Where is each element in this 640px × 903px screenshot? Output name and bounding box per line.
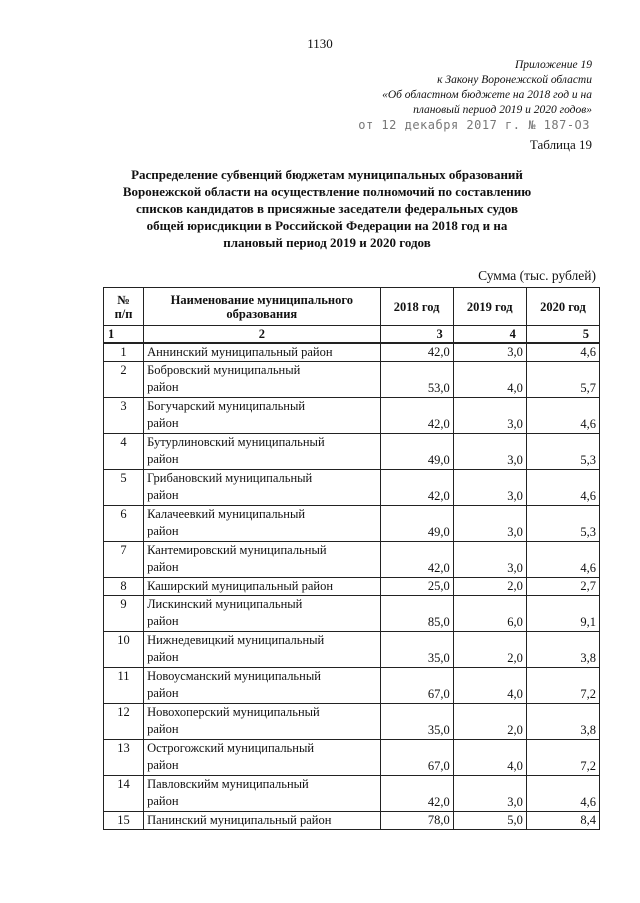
municipality-name-line: Новохоперский муниципальный <box>147 704 320 719</box>
amount-2019: 3,0 <box>453 505 526 541</box>
amount-2018: 42,0 <box>380 541 453 577</box>
amount-2019: 2,0 <box>453 577 526 595</box>
amount-2019: 3,0 <box>453 397 526 433</box>
amount-2019: 3,0 <box>453 433 526 469</box>
table-number: Таблица 19 <box>529 137 592 152</box>
row-number: 9 <box>104 595 144 631</box>
table-row <box>104 667 600 703</box>
amount-2018: 42,0 <box>380 775 453 811</box>
amount-2019: 3,0 <box>453 775 526 811</box>
amount-2019: 3,0 <box>453 541 526 577</box>
municipality-name-line: Кантемировский муниципальный <box>147 542 327 557</box>
title-line: Воронежской области на осуществление полномочий по составлению <box>122 184 532 199</box>
amount-2019: 6,0 <box>453 595 526 631</box>
row-number: 15 <box>104 811 144 829</box>
title-line: списков кандидатов в присяжные заседатели федеральных судов <box>136 201 518 216</box>
appendix-line: «Об областном бюджете на 2018 год и на <box>382 89 592 101</box>
amount-2019: 3,0 <box>453 469 526 505</box>
appendix-line: плановый период 2019 и 2020 годов» <box>413 104 592 116</box>
amount-2020: 4,6 <box>526 541 599 577</box>
amount-2020: 4,6 <box>526 469 599 505</box>
appendix-line: Приложение 19 <box>514 59 592 71</box>
amount-2018: 67,0 <box>380 739 453 775</box>
municipality-name-line: район <box>147 613 179 628</box>
header-number-symbol: № <box>117 292 130 307</box>
row-number: 7 <box>104 541 144 577</box>
appendix-reference <box>382 58 592 118</box>
municipality-name-line: район <box>147 523 179 538</box>
amount-2020: 7,2 <box>526 667 599 703</box>
amount-2020: 4,6 <box>526 343 599 362</box>
amount-2020: 9,1 <box>526 595 599 631</box>
table-row <box>104 775 600 811</box>
header-name-line: Наименование муниципального <box>170 292 353 307</box>
amount-2018: 35,0 <box>380 703 453 739</box>
municipality-name <box>144 811 380 829</box>
municipality-name-line: район <box>147 793 179 808</box>
municipality-name-line: Грибановский муниципальный <box>147 470 313 485</box>
amount-2019: 4,0 <box>453 667 526 703</box>
table-row <box>104 433 600 469</box>
appendix-line: к Закону Воронежской области <box>437 74 592 86</box>
municipality-name <box>144 469 380 505</box>
municipality-name-line: район <box>147 721 179 736</box>
amount-2020: 8,4 <box>526 811 599 829</box>
amount-2018: 25,0 <box>380 577 453 595</box>
header-2018: 2018 год <box>380 288 453 326</box>
amount-2020: 3,8 <box>526 631 599 667</box>
row-number: 4 <box>104 433 144 469</box>
document-title <box>96 166 558 251</box>
row-number: 5 <box>104 469 144 505</box>
title-line: общей юрисдикции в Российской Федерации на 2018 год и на <box>146 218 508 233</box>
table-row <box>104 811 600 829</box>
amount-2018: 42,0 <box>380 397 453 433</box>
table-row <box>104 595 600 631</box>
row-number: 1 <box>104 343 144 362</box>
row-number: 10 <box>104 631 144 667</box>
row-number: 11 <box>104 667 144 703</box>
table-row <box>104 361 600 397</box>
page-number: 1130 <box>307 36 333 51</box>
amount-2019: 2,0 <box>453 703 526 739</box>
amount-2020: 4,6 <box>526 775 599 811</box>
table-row <box>104 397 600 433</box>
municipality-name-line: Павловскийм муниципальный <box>147 776 309 791</box>
decree-stamp: от 12 декабря 2017 г. № 187-ОЗ <box>358 118 590 132</box>
municipality-name <box>144 361 380 397</box>
amount-2019: 4,0 <box>453 361 526 397</box>
row-number: 8 <box>104 577 144 595</box>
amount-2018: 42,0 <box>380 469 453 505</box>
municipality-name-line: Новоусманский муниципальный <box>147 668 321 683</box>
municipality-name-line: район <box>147 487 179 502</box>
row-number: 12 <box>104 703 144 739</box>
municipality-name-line: район <box>147 685 179 700</box>
municipality-name <box>144 667 380 703</box>
title-line: Распределение субвенций бюджетам муниципальных образований <box>131 167 523 182</box>
amount-2020: 4,6 <box>526 397 599 433</box>
amount-2018: 85,0 <box>380 595 453 631</box>
municipality-name <box>144 595 380 631</box>
amount-2018: 49,0 <box>380 433 453 469</box>
municipality-name-line: Нижнедевицкий муниципальный <box>147 632 325 647</box>
municipality-name-line: район <box>147 559 179 574</box>
table-row <box>104 631 600 667</box>
header-name-line: образования <box>226 306 298 321</box>
municipality-name <box>144 433 380 469</box>
municipality-name-line: Каширский муниципальный район <box>147 578 334 593</box>
table-header-row <box>104 288 600 326</box>
municipality-name <box>144 703 380 739</box>
municipality-name-line: район <box>147 379 179 394</box>
amount-2018: 49,0 <box>380 505 453 541</box>
table-row <box>104 343 600 362</box>
column-index: 2 <box>144 326 380 343</box>
municipality-name-line: Бутурлиновский муниципальный <box>147 434 325 449</box>
amount-2020: 5,3 <box>526 433 599 469</box>
amount-2020: 3,8 <box>526 703 599 739</box>
row-number: 3 <box>104 397 144 433</box>
municipality-name <box>144 739 380 775</box>
municipality-name <box>144 631 380 667</box>
table-row <box>104 469 600 505</box>
column-index-row <box>104 326 600 343</box>
amount-2019: 2,0 <box>453 631 526 667</box>
amount-2018: 67,0 <box>380 667 453 703</box>
table-row <box>104 541 600 577</box>
table-row <box>104 739 600 775</box>
municipality-name-line: Бобровский муниципальный <box>147 362 301 377</box>
subvention-table <box>103 287 600 830</box>
table-row <box>104 577 600 595</box>
column-index: 4 <box>453 326 526 343</box>
header-number <box>104 288 144 326</box>
amount-2020: 5,7 <box>526 361 599 397</box>
amount-2018: 53,0 <box>380 361 453 397</box>
municipality-name <box>144 505 380 541</box>
header-name <box>144 288 380 326</box>
column-index: 5 <box>526 326 599 343</box>
amount-2018: 78,0 <box>380 811 453 829</box>
amount-2018: 35,0 <box>380 631 453 667</box>
municipality-name-line: Острогожский муниципальный <box>147 740 315 755</box>
row-number: 13 <box>104 739 144 775</box>
title-line: плановый период 2019 и 2020 годов <box>223 235 431 250</box>
municipality-name-line: Панинский муниципальный район <box>147 812 332 827</box>
municipality-name-line: район <box>147 451 179 466</box>
municipality-name <box>144 397 380 433</box>
municipality-name-line: район <box>147 415 179 430</box>
municipality-name-line: район <box>147 757 179 772</box>
municipality-name <box>144 775 380 811</box>
municipality-name-line: район <box>147 649 179 664</box>
header-2020: 2020 год <box>526 288 599 326</box>
row-number: 14 <box>104 775 144 811</box>
row-number: 2 <box>104 361 144 397</box>
amount-2020: 2,7 <box>526 577 599 595</box>
municipality-name <box>144 343 380 362</box>
header-number-abbr: п/п <box>114 306 133 321</box>
row-number: 6 <box>104 505 144 541</box>
header-2019: 2019 год <box>453 288 526 326</box>
units-label: Сумма (тыс. рублей) <box>478 268 596 283</box>
amount-2019: 4,0 <box>453 739 526 775</box>
amount-2020: 7,2 <box>526 739 599 775</box>
column-index: 1 <box>104 326 144 343</box>
municipality-name-line: Аннинский муниципальный район <box>147 344 333 359</box>
municipality-name <box>144 541 380 577</box>
table-body <box>104 343 600 830</box>
amount-2019: 5,0 <box>453 811 526 829</box>
amount-2020: 5,3 <box>526 505 599 541</box>
municipality-name-line: Лискинский муниципальный <box>147 596 303 611</box>
amount-2019: 3,0 <box>453 343 526 362</box>
table-row <box>104 703 600 739</box>
column-index: 3 <box>380 326 453 343</box>
municipality-name-line: Богучарский муниципальный <box>147 398 306 413</box>
municipality-name <box>144 577 380 595</box>
municipality-name-line: Калачеевкий муниципальный <box>147 506 306 521</box>
amount-2018: 42,0 <box>380 343 453 362</box>
table-row <box>104 505 600 541</box>
